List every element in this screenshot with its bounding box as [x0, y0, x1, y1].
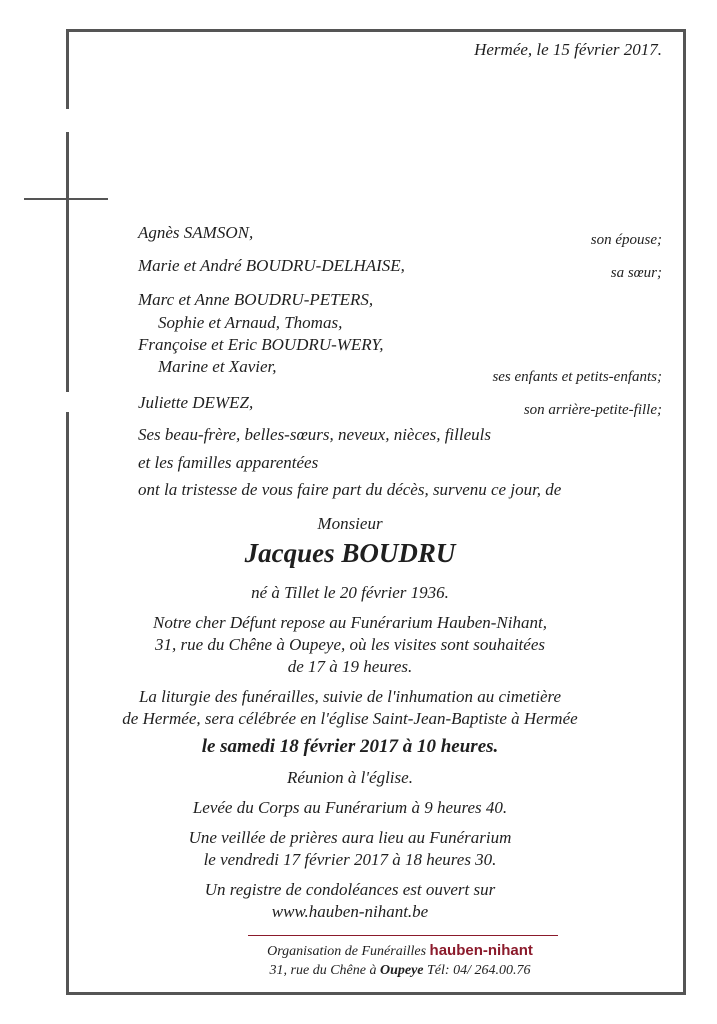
frame-right-border: [683, 29, 686, 995]
registry-line-1: Un registre de condoléances est ouvert sur: [204, 880, 496, 899]
vigil-line-1: Une veillée de prières aura lieu au Funérarium: [188, 828, 512, 847]
footer-org-label: Organisation de Funérailles: [267, 944, 427, 959]
brand-logo-text: hauben-nihant: [429, 942, 533, 959]
frame-top-border: [66, 29, 686, 32]
levee-info: Levée du Corps au Funérarium à 9 heures 40.: [192, 798, 508, 817]
footer-address-street: 31, rue du Chêne à: [269, 963, 377, 978]
rest-info-line-1: Notre cher Défunt repose au Funérarium Hauben-Nihant,: [153, 613, 547, 632]
footer-divider: [248, 935, 558, 936]
vigil-line-2: le vendredi 17 février 2017 à 18 heures 30.: [203, 850, 497, 869]
liturgy-line-1: La liturgie des funérailles, suivie de l'inhumation au cimetière: [138, 687, 562, 706]
frame-bottom-border: [66, 992, 686, 995]
meeting-info: Réunion à l'église.: [287, 768, 413, 787]
deceased-name: Jacques BOUDRU: [244, 538, 456, 568]
family-line-5: Françoise et Eric BOUDRU-WERY,: [138, 335, 384, 354]
relation-2: sa sœur;: [610, 265, 662, 281]
footer-phone: Tél: 04/ 264.00.76: [427, 963, 531, 978]
family-line-7: Juliette DEWEZ,: [138, 393, 254, 412]
family-line-4: Sophie et Arnaud, Thomas,: [158, 313, 343, 332]
liturgy-line-2: de Hermée, sera célébrée en l'église Saint-Jean-Baptiste à Hermée: [122, 709, 578, 728]
deceased-birth: né à Tillet le 20 février 1936.: [251, 583, 449, 602]
ceremony-date: le samedi 18 février 2017 à 10 heures.: [201, 736, 499, 757]
registry-url[interactable]: www.hauben-nihant.be: [271, 902, 429, 921]
deceased-title: Monsieur: [317, 514, 383, 533]
footer-address: [200, 962, 600, 980]
rest-info-line-2: 31, rue du Chêne à Oupeye, où les visites sont souhaitées: [155, 635, 545, 654]
cross-vertical: [66, 132, 69, 392]
family-line-9: et les familles apparentées: [138, 453, 319, 472]
rest-info-line-3: de 17 à 19 heures.: [287, 657, 413, 676]
place-date: Hermée, le 15 février 2017.: [474, 40, 662, 59]
family-line-10: ont la tristesse de vous faire part du décès, survenu ce jour, de: [138, 480, 562, 499]
cross-horizontal: [24, 198, 108, 200]
relation-4: son arrière-petite-fille;: [523, 402, 662, 418]
family-line-2: Marie et André BOUDRU-DELHAISE,: [138, 256, 405, 275]
relation-1: son épouse;: [590, 232, 662, 248]
family-line-8: Ses beau-frère, belles-sœurs, neveux, nièces, filleuls: [138, 425, 491, 444]
frame-left-border-bottom: [66, 412, 69, 995]
family-line-3: Marc et Anne BOUDRU-PETERS,: [138, 290, 374, 309]
frame-left-border-top: [66, 29, 69, 109]
footer-organisation: [200, 942, 600, 961]
relation-3: ses enfants et petits-enfants;: [492, 369, 662, 385]
family-line-1: Agnès SAMSON,: [138, 223, 254, 242]
footer-address-town: Oupeye: [379, 963, 424, 978]
family-line-6: Marine et Xavier,: [158, 357, 277, 376]
